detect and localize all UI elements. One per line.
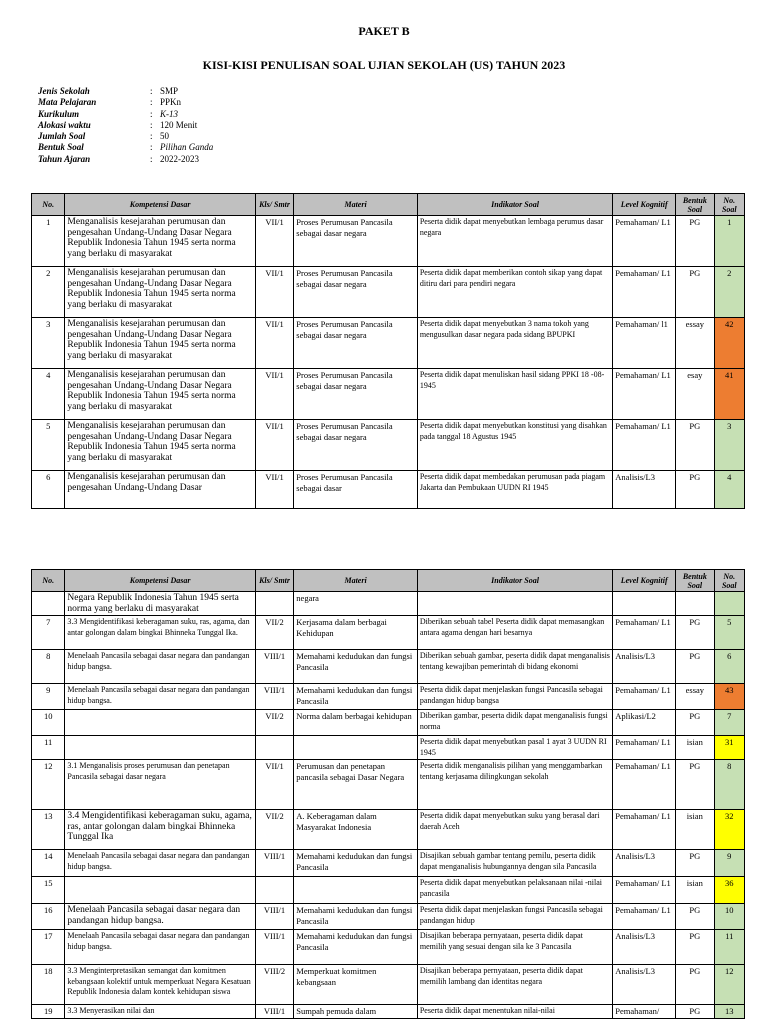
cell-no-soal: 12 [714,965,744,1005]
table-row [32,760,745,810]
cell-no: 10 [32,710,65,736]
cell-level-kognitif [613,592,676,616]
table-row [32,877,745,904]
cell-indikator-soal: Peserta didik dapat menentukan nilai-nilai [417,1005,612,1019]
cell-bentuk-soal: PG [676,710,714,736]
kisi-kisi-table-2 [31,569,745,1019]
cell-level-kognitif: Analisis/L3 [613,930,676,965]
cell-no: 7 [32,616,65,650]
cell-no-soal: 1 [714,216,744,267]
table-row [32,318,745,369]
cell-indikator-soal: Peserta didik dapat menuliskan hasil sidang PPKI 18 -08-1945 [417,369,612,420]
cell-indikator-soal: Peserta didik dapat memberikan contoh sikap yang dapat ditiru dari para pendiri negara [417,267,612,318]
cell-kompetensi-dasar: Menelaah Pancasila sebagai dasar negara dan pandangan hidup bangsa. [65,930,255,965]
table-header-row [32,194,745,216]
cell-kelas-semester: VII/1 [255,420,293,471]
info-label: Alokasi waktu [38,119,91,130]
cell-no-soal: 6 [714,650,744,684]
col-header-level-kognitif: Level Kognitif [613,570,676,592]
cell-kompetensi-dasar: Menganalisis kesejarahan perumusan dan pengesahan Undang-Undang Dasar Negara Republik Indonesia Tahun 1945 serta norma yang berlaku di masyarakat [65,420,255,471]
cell-kompetensi-dasar: Menganalisis kesejarahan perumusan dan pengesahan Undang-Undang Dasar [65,471,255,509]
cell-materi: Memahami kedudukan dan fungsi Pancasila [294,850,418,877]
table-row [32,420,745,471]
cell-no-soal: 5 [714,616,744,650]
cell-level-kognitif: Pemahaman/ L1 [613,267,676,318]
cell-no-soal: 10 [714,904,744,930]
info-row: Alokasi waktu : 120 Menit [38,119,198,130]
cell-no-soal: 2 [714,267,744,318]
col-header-indikator-soal: Indikator Soal [417,194,612,216]
cell-no: 8 [32,650,65,684]
cell-materi: Proses Perumusan Pancasila sebagai dasar negara [294,216,418,267]
cell-indikator-soal: Disajikan sebuah gambar tentang pemilu, peserta didik dapat menganalisis hubungannya dengan sila Pancasila [417,850,612,877]
cell-no-soal: 42 [714,318,744,369]
cell-materi [294,877,418,904]
cell-no-soal [714,592,744,616]
cell-materi: Memahami kedudukan dan fungsi Pancasila [294,930,418,965]
cell-bentuk-soal: PG [676,760,714,810]
cell-bentuk-soal: PG [676,216,714,267]
cell-level-kognitif: Pemahaman/ L1 [613,877,676,904]
info-block [38,86,213,165]
cell-kompetensi-dasar: 3.4 Mengidentifikasi keberagaman suku, agama, ras, antar golongan dalam bingkai Bhinneka Tunggal Ika [65,810,255,850]
cell-level-kognitif: Aplikasi/L2 [613,710,676,736]
cell-indikator-soal: Diberikan sebuah gambar, peserta didik dapat menganalisis tentang kewajiban pemerintah di bidang ekonomi [417,650,612,684]
cell-bentuk-soal: PG [676,904,714,930]
cell-kompetensi-dasar: Menganalisis kesejarahan perumusan dan pengesahan Undang-Undang Dasar Negara Republik Indonesia Tahun 1945 serta norma yang berlaku di masyarakat [65,267,255,318]
cell-no: 13 [32,810,65,850]
table-row [32,650,745,684]
cell-no: 5 [32,420,65,471]
table-row [32,736,745,760]
cell-kelas-semester: VIII/1 [255,850,293,877]
cell-indikator-soal: Peserta didik dapat menyebutkan 3 nama tokoh yang mengusulkan dasar negara pada sidang BPUPKI [417,318,612,369]
cell-level-kognitif: Pemahaman/ l1 [613,318,676,369]
cell-kelas-semester: VII/1 [255,267,293,318]
cell-no: 11 [32,736,65,760]
cell-no: 14 [32,850,65,877]
info-value: 120 Menit [160,119,198,130]
cell-bentuk-soal: isian [676,877,714,904]
cell-no: 15 [32,877,65,904]
col-header-no: No. [32,194,65,216]
cell-no: 18 [32,965,65,1005]
cell-bentuk-soal [676,592,714,616]
cell-indikator-soal: Disajikan beberapa pernyataan, peserta didik dapat memilih yang sesuai dengan sila ke 3 Pancasila [417,930,612,965]
cell-kompetensi-dasar: Negara Republik Indonesia Tahun 1945 serta norma yang berlaku di masyarakat [65,592,255,616]
info-value: SMP [160,86,179,96]
cell-indikator-soal: Disajikan beberapa pernyataan, peserta didik dapat memilih lambang dan identitas negara [417,965,612,1005]
cell-kompetensi-dasar: Menganalisis kesejarahan perumusan dan pengesahan Undang-Undang Dasar Negara Republik Indonesia Tahun 1945 serta norma yang berlaku di masyarakat [65,369,255,420]
cell-bentuk-soal: isian [676,810,714,850]
cell-kelas-semester: VII/2 [255,710,293,736]
cell-bentuk-soal: PG [676,616,714,650]
cell-indikator-soal: Peserta didik menganalisis pilihan yang menggambarkan tentang kerjasama dilingkungan sekolah [417,760,612,810]
cell-no-soal: 3 [714,420,744,471]
cell-indikator-soal: Peserta didik dapat menyebutkan pelaksanaan nilai -nilai pancasila [417,877,612,904]
col-header-no-soal: No. Soal [714,194,744,216]
cell-materi: Memahami kedudukan dan fungsi Pancasila [294,904,418,930]
cell-kompetensi-dasar: Menelaah Pancasila sebagai dasar negara dan pandangan hidup bangsa. [65,904,255,930]
cell-materi: negara [294,592,418,616]
cell-bentuk-soal: PG [676,1005,714,1019]
cell-bentuk-soal: PG [676,471,714,509]
info-label: Bentuk Soal [38,142,84,153]
cell-kompetensi-dasar [65,736,255,760]
cell-materi: Memperkuat komitmen kebangsaan [294,965,418,1005]
col-header-level-kognitif: Level Kognitif [613,194,676,216]
table-2-body [32,592,745,1019]
cell-no-soal: 41 [714,369,744,420]
kisi-kisi-table-1 [31,193,745,509]
cell-kompetensi-dasar [65,877,255,904]
cell-materi: Memahami kedudukan dan fungsi Pancasila [294,684,418,710]
cell-level-kognitif: Pemahaman/ L1 [613,369,676,420]
table-row [32,267,745,318]
cell-no-soal: 7 [714,710,744,736]
cell-materi: Proses Perumusan Pancasila sebagai dasar negara [294,369,418,420]
info-value: Pilihan Ganda [160,142,214,153]
table-1-body [32,216,745,509]
cell-no-soal: 43 [714,684,744,710]
cell-no: 19 [32,1005,65,1019]
table-row [32,965,745,1005]
col-header-kompetensi-dasar: Kompetensi Dasar [65,570,255,592]
table-row [32,930,745,965]
cell-bentuk-soal: PG [676,650,714,684]
cell-no-soal: 11 [714,930,744,965]
cell-no-soal: 4 [714,471,744,509]
cell-bentuk-soal: PG [676,850,714,877]
cell-no: 1 [32,216,65,267]
cell-kompetensi-dasar: Menganalisis kesejarahan perumusan dan pengesahan Undang-Undang Dasar Negara Republik Indonesia Tahun 1945 serta norma yang berlaku di masyarakat [65,216,255,267]
cell-indikator-soal: Peserta didik dapat menjelaskan fungsi Pancasila sebagai pandangan hidup bangsa [417,684,612,710]
cell-kompetensi-dasar: 3.3 Menginterpretasikan semangat dan komitmen kebangsaan kolektif untuk memperkuat Negara Kesatuan Republik Indonesia dalam kontek kehidupan siswa [65,965,255,1005]
cell-bentuk-soal: isian [676,736,714,760]
paket-label: PAKET B [358,24,410,38]
cell-kompetensi-dasar: Menganalisis kesejarahan perumusan dan pengesahan Undang-Undang Dasar Negara Republik Indonesia Tahun 1945 serta norma yang berlaku di masyarakat [65,318,255,369]
cell-no-soal: 9 [714,850,744,877]
col-header-bentuk-soal: Bentuk Soal [676,194,714,216]
cell-no-soal: 36 [714,877,744,904]
info-row: Kurikulum : K-13 [38,108,178,119]
info-row: Mata Pelajaran : PPKn [38,97,182,108]
cell-indikator-soal: Peserta didik dapat menyebutkan lembaga perumus dasar negara [417,216,612,267]
cell-level-kognitif: Pemahaman/ L1 [613,736,676,760]
cell-indikator-soal: Peserta didik dapat menyebutkan pasal 1 ayat 3 UUDN RI 1945 [417,736,612,760]
info-label: Mata Pelajaran [38,97,97,108]
cell-kelas-semester: VII/1 [255,318,293,369]
cell-materi: Perumusan dan penetapan pancasila sebagai Dasar Negara [294,760,418,810]
cell-materi: Sumpah pemuda dalam [294,1005,418,1019]
cell-materi: Proses Perumusan Pancasila sebagai dasar negara [294,420,418,471]
cell-no: 9 [32,684,65,710]
col-header-kompetensi-dasar: Kompetensi Dasar [65,194,255,216]
col-header-no-soal: No. Soal [714,570,744,592]
cell-kelas-semester: VIII/1 [255,930,293,965]
info-label: Kurikulum [38,108,80,119]
cell-kelas-semester: VII/1 [255,216,293,267]
document-title: KISI-KISI PENULISAN SOAL UJIAN SEKOLAH (US) TAHUN 2023 [202,58,566,72]
cell-kelas-semester: VII/1 [255,369,293,420]
info-row: Tahun Ajaran : 2022-2023 [38,153,199,164]
cell-kompetensi-dasar: Menelaah Pancasila sebagai dasar negara dan pandangan hidup bangsa. [65,850,255,877]
cell-indikator-soal: Peserta didik dapat membedakan perumusan pada piagam Jakarta dan Pembukaan UUDN RI 1945 [417,471,612,509]
cell-indikator-soal: Peserta didik dapat menyebutkan konstitusi yang disahkan pada tanggal 18 Agustus 1945 [417,420,612,471]
cell-level-kognitif: Pemahaman/ L1 [613,760,676,810]
col-header-indikator-soal: Indikator Soal [417,570,612,592]
cell-kelas-semester [255,592,293,616]
info-label: Jenis Sekolah [38,86,90,96]
table-row [32,471,745,509]
table-row [32,616,745,650]
cell-no-soal: 31 [714,736,744,760]
cell-kompetensi-dasar: 3.3 Menyerasikan nilai dan [65,1005,255,1019]
cell-no: 17 [32,930,65,965]
table-header-row [32,570,745,592]
cell-level-kognitif: Pemahaman/ L1 [613,216,676,267]
cell-no: 2 [32,267,65,318]
cell-indikator-soal: Diberikan gambar, peserta didik dapat menganalisis fungsi norma [417,710,612,736]
table-row [32,904,745,930]
cell-indikator-soal: Diberikan sebuah tabel Peserta didik dapat memasangkan antara agama dengan hari besarnya [417,616,612,650]
cell-kompetensi-dasar: Menelaah Pancasila sebagai dasar negara dan pandangan hidup bangsa. [65,650,255,684]
info-value: 2022-2023 [160,153,199,164]
cell-kelas-semester [255,736,293,760]
cell-bentuk-soal: esay [676,369,714,420]
cell-materi: Proses Perumusan Pancasila sebagai dasar negara [294,318,418,369]
cell-level-kognitif: Pemahaman/ [613,1005,676,1019]
info-row: Bentuk Soal : Pilihan Ganda [38,142,214,153]
cell-indikator-soal [417,592,612,616]
cell-kelas-semester: VIII/2 [255,965,293,1005]
cell-materi [294,736,418,760]
info-value: 50 [160,131,169,142]
cell-materi: Proses Perumusan Pancasila sebagai dasar [294,471,418,509]
cell-bentuk-soal: PG [676,965,714,1005]
cell-level-kognitif: Analisis/L3 [613,965,676,1005]
cell-kompetensi-dasar: 3.1 Menganalisis proses perumusan dan penetapan Pancasila sebagai dasar negara [65,760,255,810]
cell-indikator-soal: Peserta didik dapat menjelaskan fungsi Pancasila sebagai pandangan hidup [417,904,612,930]
info-value: PPKn [160,97,182,108]
cell-level-kognitif: Pemahaman/ L1 [613,684,676,710]
col-header-bentuk-soal: Bentuk Soal [676,570,714,592]
cell-materi: Kerjasama dalam berbagai Kehidupan [294,616,418,650]
cell-no-soal: 13 [714,1005,744,1019]
cell-indikator-soal: Peserta didik dapat menyebutkan suku yang berasal dari daerah Aceh [417,810,612,850]
cell-kelas-semester: VIII/1 [255,904,293,930]
col-header-no: No. [32,570,65,592]
cell-bentuk-soal: PG [676,930,714,965]
col-header-materi: Materi [294,570,418,592]
cell-materi: A. Keberagaman dalam Masyarakat Indonesia [294,810,418,850]
cell-kelas-semester: VII/1 [255,471,293,509]
cell-kompetensi-dasar: 3.3 Mengidentifikasi keberagaman suku, ras, agama, dan antar golongan dalam bingkai Bhinneka Tunggal Ika. [65,616,255,650]
cell-level-kognitif: Analisis/L3 [613,850,676,877]
cell-level-kognitif: Analisis/L3 [613,471,676,509]
cell-bentuk-soal: essay [676,684,714,710]
col-header-kelas-semester: Kls/ Smtr [255,194,293,216]
table-row [32,684,745,710]
cell-no-soal: 32 [714,810,744,850]
cell-kelas-semester [255,877,293,904]
cell-no: 4 [32,369,65,420]
cell-no: 16 [32,904,65,930]
table-row [32,850,745,877]
cell-no: 6 [32,471,65,509]
cell-no [32,592,65,616]
cell-kelas-semester: VIII/1 [255,684,293,710]
cell-kelas-semester: VIII/1 [255,1005,293,1019]
col-header-materi: Materi [294,194,418,216]
col-header-kelas-semester: Kls/ Smtr [255,570,293,592]
table-row [32,592,745,616]
cell-level-kognitif: Pemahaman/ L1 [613,810,676,850]
table-row [32,1005,745,1019]
cell-bentuk-soal: PG [676,267,714,318]
cell-no: 12 [32,760,65,810]
cell-level-kognitif: Pemahaman/ L1 [613,904,676,930]
cell-level-kognitif: Pemahaman/ L1 [613,616,676,650]
cell-materi: Norma dalam berbagai kehidupan [294,710,418,736]
info-label: Tahun Ajaran [38,153,91,164]
cell-kelas-semester: VII/2 [255,810,293,850]
info-row: Jenis Sekolah : SMP [38,86,179,96]
cell-materi: Memahami kedudukan dan fungsi Pancasila [294,650,418,684]
cell-materi: Proses Perumusan Pancasila sebagai dasar negara [294,267,418,318]
info-label: Jumlah Soal [38,131,86,142]
table-row [32,710,745,736]
table-row [32,216,745,267]
info-value: K-13 [160,108,178,119]
info-row: Jumlah Soal : 50 [38,131,169,142]
cell-level-kognitif: Analisis/L3 [613,650,676,684]
cell-kelas-semester: VII/2 [255,616,293,650]
cell-kompetensi-dasar [65,710,255,736]
cell-no: 3 [32,318,65,369]
table-row [32,810,745,850]
table-row [32,369,745,420]
cell-level-kognitif: Pemahaman/ L1 [613,420,676,471]
cell-kelas-semester: VII/1 [255,760,293,810]
cell-no-soal: 8 [714,760,744,810]
cell-kelas-semester: VIII/1 [255,650,293,684]
cell-bentuk-soal: essay [676,318,714,369]
cell-kompetensi-dasar: Menelaah Pancasila sebagai dasar negara dan pandangan hidup bangsa. [65,684,255,710]
cell-bentuk-soal: PG [676,420,714,471]
